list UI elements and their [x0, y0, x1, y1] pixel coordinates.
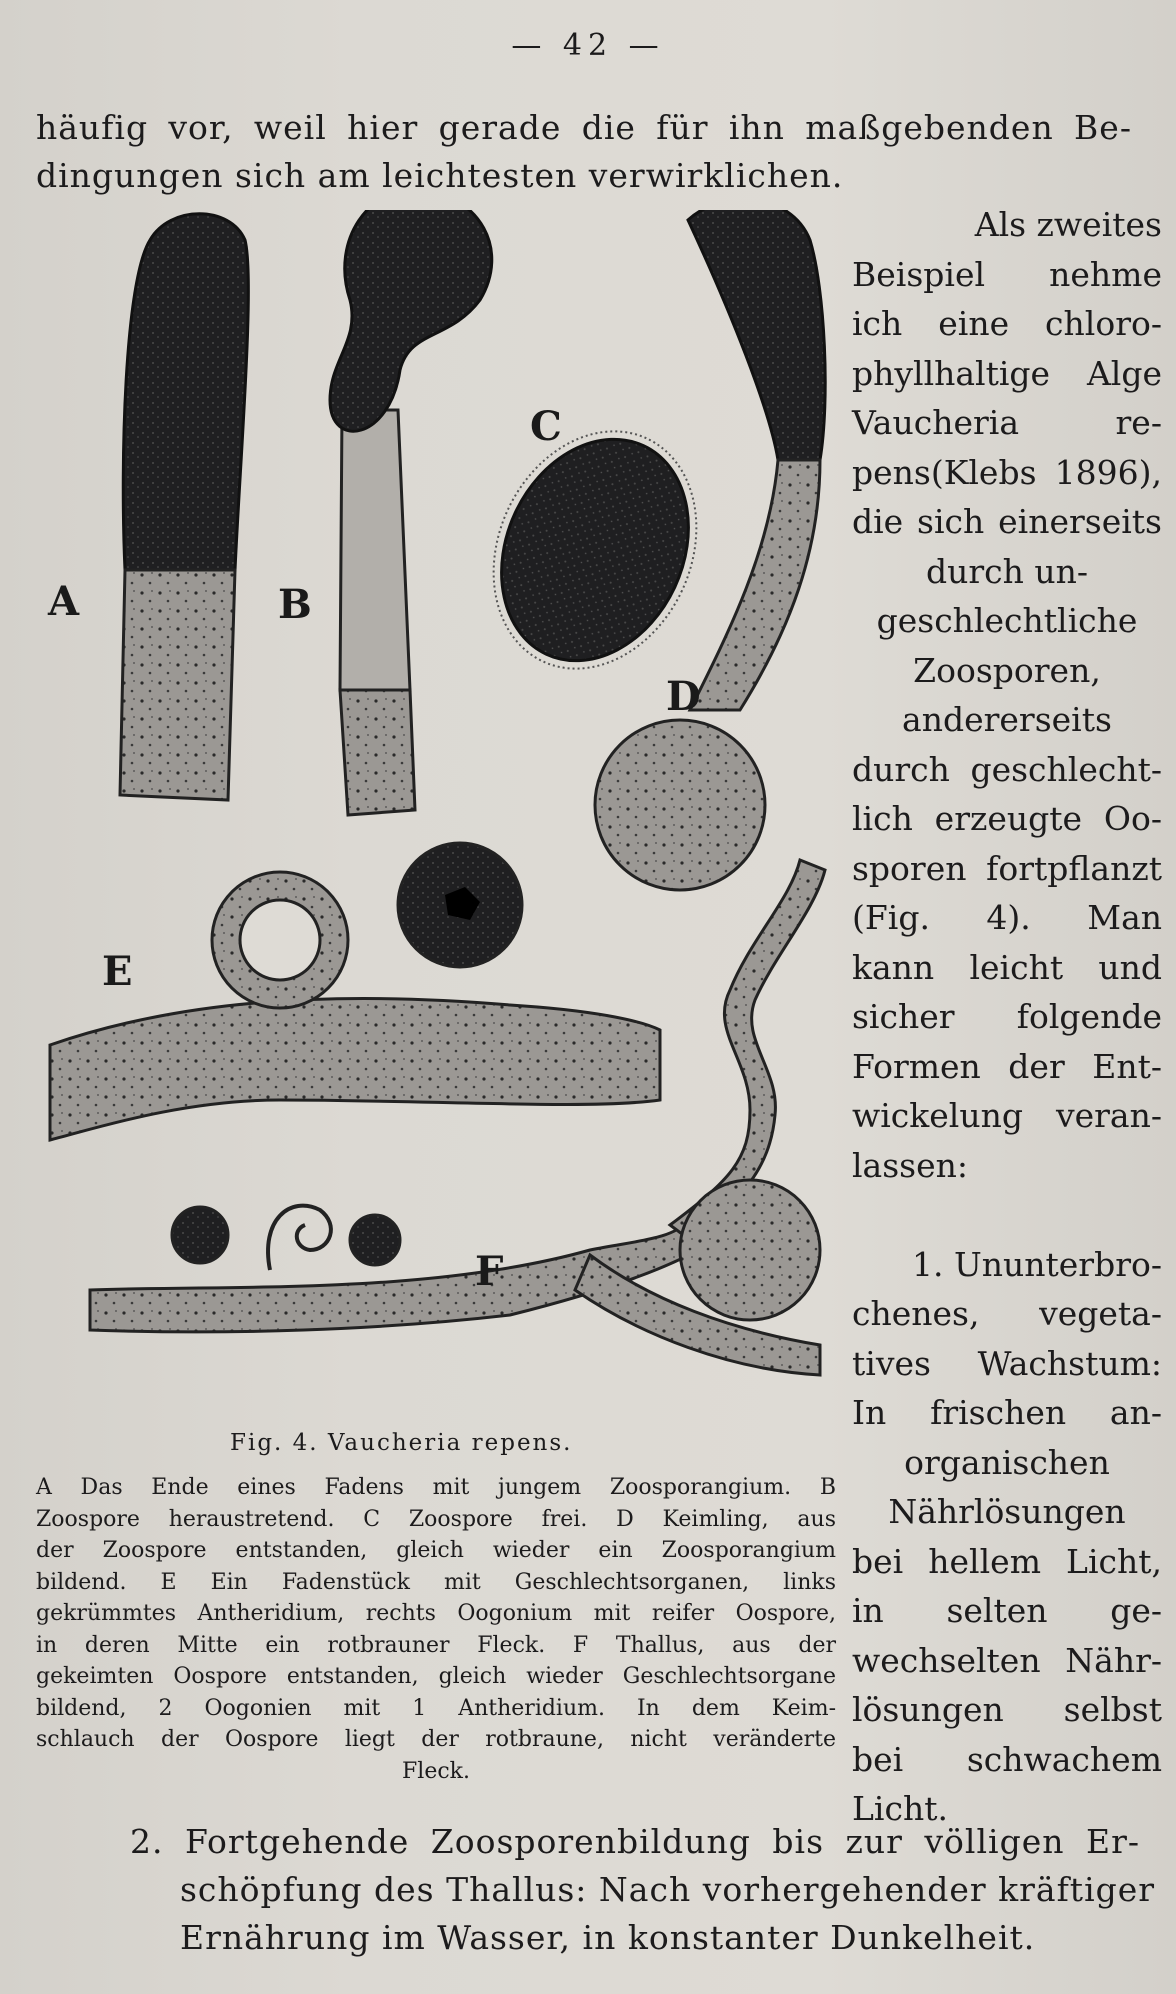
caption-line: der Zoospore entstanden, gleich wieder ein Zoosporangium: [36, 1538, 836, 1563]
col-line: die sich einerseits: [852, 502, 1162, 541]
col-line: Beispiel nehme: [852, 254, 1162, 294]
col-line: geschlechtliche: [876, 601, 1138, 640]
col-line: Nährlösungen: [888, 1492, 1126, 1531]
col-line: andererseits: [902, 700, 1112, 739]
bottom-line-2: schöpfung des Thallus: Nach vorhergehender kräftiger: [180, 1870, 1156, 1909]
bottom-line-3: Ernährung im Wasser, in konstanter Dunkelheit.: [180, 1918, 1036, 1957]
figure-label-e: E: [102, 948, 133, 995]
col-line: Zoosporen,: [913, 650, 1101, 690]
figure-label-f: F: [475, 1248, 504, 1295]
caption-line: schlauch der Oospore liegt der rotbraune, nicht veränderte: [36, 1727, 836, 1752]
col-line: kann leicht und: [852, 947, 1162, 987]
col-line: durch geschlecht-: [852, 749, 1162, 789]
col-line: sporen fortpflanzt: [852, 848, 1162, 888]
text-line-1: häufig vor, weil hier gerade die für ihn maßgebenden Be-: [36, 108, 1132, 147]
col-line: (Fig. 4). Man: [852, 898, 1162, 937]
col-line: ich eine chloro-: [852, 304, 1162, 343]
caption-line: gekeimten Oospore entstanden, gleich wieder Geschlechtsorgane: [36, 1664, 836, 1689]
col-line: durch un-: [925, 551, 1089, 591]
figure-a: [120, 214, 248, 800]
caption-line: gekrümmtes Antheridium, rechts Oogonium mit reifer Oospore,: [36, 1601, 836, 1626]
col-line: In frischen an-: [852, 1393, 1162, 1432]
col-line: Als zweites: [974, 205, 1162, 244]
figure-label-d: D: [666, 673, 701, 720]
col-line: sicher folgende: [852, 997, 1162, 1036]
col-line: in selten ge-: [852, 1591, 1162, 1630]
figure-label-b: B: [278, 581, 312, 628]
col-line: wechselten Nähr-: [852, 1640, 1162, 1680]
figure-caption: [36, 1472, 836, 1787]
col-line: bei schwachem: [852, 1739, 1162, 1779]
col-line: phyllhaltige Alge: [852, 353, 1162, 393]
figure-label-a: A: [48, 578, 80, 625]
caption-line: Fleck.: [402, 1758, 470, 1784]
caption-line: in deren Mitte ein rotbrauner Fleck. F Thallus, aus der: [36, 1632, 836, 1658]
col-line: wickelung veran-: [852, 1096, 1162, 1135]
col-line: Licht.: [852, 1789, 948, 1828]
figure-e: [50, 843, 660, 1140]
col-line: pens(Klebs 1896),: [852, 452, 1162, 492]
col-line: Formen der Ent-: [852, 1046, 1162, 1086]
figure-caption-title: Fig. 4. Vaucheria repens.: [230, 1430, 573, 1456]
figure-label-c: C: [530, 403, 562, 450]
col-line: chenes, vegeta-: [852, 1294, 1162, 1333]
right-text-column: [852, 200, 1162, 1834]
col-spacer: [852, 1190, 1162, 1240]
col-line: organischen: [904, 1442, 1110, 1482]
caption-line: bildend. E Ein Fadenstück mit Geschlechtsorganen, links: [36, 1569, 836, 1595]
col-line: 1. Ununterbro-: [911, 1244, 1162, 1284]
caption-line: A Das Ende eines Fadens mit jungem Zoosporangium. B: [36, 1475, 836, 1500]
caption-line: Zoospore heraustretend. C Zoospore frei. D Keimling, aus: [36, 1506, 836, 1532]
col-line: bei hellem Licht,: [852, 1541, 1162, 1581]
col-line: lösungen selbst: [852, 1690, 1162, 1729]
vaucheria-figure: [30, 210, 850, 1420]
figure-c: [456, 398, 734, 702]
figure-b: [330, 210, 492, 815]
page-number: — 42 —: [511, 28, 665, 63]
col-line: Vaucheria re-: [852, 403, 1162, 442]
col-line: lich erzeugte Oo-: [852, 799, 1162, 838]
caption-line: bildend, 2 Oogonien mit 1 Antheridium. In dem Keim-: [36, 1695, 836, 1721]
text-line-2: dingungen sich am leichtesten verwirklichen.: [36, 156, 844, 195]
bottom-line-1: 2. Fortgehende Zoosporenbildung bis zur völligen Er-: [130, 1822, 1140, 1861]
col-line: lassen:: [852, 1145, 968, 1185]
col-line: tives Wachstum:: [852, 1343, 1162, 1383]
